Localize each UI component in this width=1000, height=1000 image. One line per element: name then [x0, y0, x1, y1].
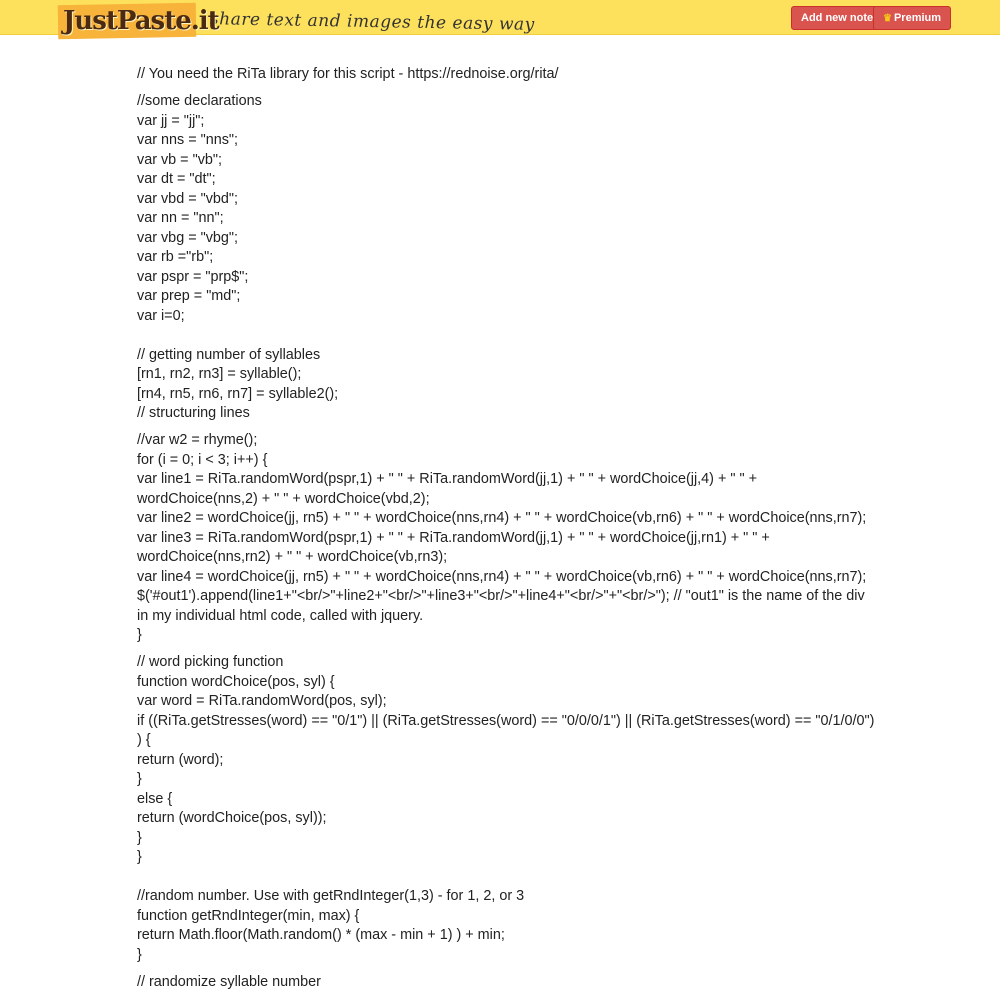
top-bar: [0, 0, 1000, 35]
code-line: return Math.floor(Math.random() * (max - min + 1) ) + min;: [137, 927, 505, 943]
code-line: for (i = 0; i < 3; i++) {: [137, 451, 268, 468]
code-line: //var w2 = rhyme();: [137, 432, 258, 448]
premium-button[interactable]: [873, 6, 951, 30]
code-line: var vbg = "vbg";: [137, 229, 239, 246]
add-new-note-label: Add new note: [801, 12, 874, 24]
code-line: [rn4, rn5, rn6, rn7] = syllable2();: [137, 385, 339, 402]
code-line: else {: [137, 790, 173, 807]
code-line: }: [137, 627, 142, 643]
code-line: [rn1, rn2, rn3] = syllable();: [137, 366, 302, 382]
code-line: var jj = "jj";: [137, 112, 205, 129]
note-content: [137, 65, 877, 1000]
code-line: // structuring lines: [137, 405, 250, 421]
code-line: // getting number of syllables: [137, 346, 321, 363]
code-line: //random number. Use with getRndInteger(1,3) - for 1, 2, or 3: [137, 888, 525, 904]
code-line: var dt = "dt";: [137, 171, 216, 187]
code-line: }: [137, 946, 142, 963]
code-line: var line1 = RiTa.randomWord(pspr,1) + " " + RiTa.randomWord(jj,1) + " " + wordChoice(jj,4) + " " + wordChoice(nns,2) + " " + wordChoice(vbd,2);: [137, 471, 757, 507]
code-line: return (wordChoice(pos, syl));: [137, 810, 327, 826]
site-tagline: share text and images the easy way: [209, 9, 535, 35]
code-line: var line2 = wordChoice(jj, rn5) + " " + wordChoice(nns,rn4) + " " + wordChoice(vb,rn6) + " " + wordChoice(nns,rn7);: [137, 510, 867, 526]
note-paragraph: [137, 92, 877, 424]
add-new-note-button[interactable]: [791, 6, 883, 30]
code-line: function getRndInteger(min, max) {: [137, 907, 360, 924]
code-line: var i=0;: [137, 307, 185, 324]
code-line: var vb = "vb";: [137, 151, 223, 168]
code-line: var nn = "nn";: [137, 210, 224, 226]
code-line: var vbd = "vbd";: [137, 190, 239, 207]
premium-label: Premium: [893, 12, 942, 24]
site-logo[interactable]: [58, 2, 221, 40]
code-line: var pspr = "prp$";: [137, 268, 249, 285]
code-line: // You need the RiTa library for this script - https://rednoise.org/rita/: [137, 66, 559, 82]
code-line: }: [137, 849, 142, 865]
code-line: [137, 868, 877, 888]
code-line: $('#out1').append(line1+"<br/>"+line2+"<br/>"+line3+"<br/>"+line4+"<br/>"+"<br/>"); // "out1" is the name of the div in my individual html code, called with jquery.: [137, 588, 865, 624]
code-line: var line3 = RiTa.randomWord(pspr,1) + " " + RiTa.randomWord(jj,1) + " " + wordChoice(jj,rn1) + " " + wordChoice(nns,rn2) + " " + wordChoice(vb,rn3);: [137, 529, 770, 565]
code-line: // word picking function: [137, 654, 284, 670]
note-paragraph: [137, 653, 877, 965]
code-line: var nns = "nns";: [137, 132, 239, 148]
code-line: if ((RiTa.getStresses(word) == "0/1") || (RiTa.getStresses(word) == "0/0/0/1") || (RiTa.getStresses(word) == "0/1/0/0") ) {: [137, 712, 875, 748]
code-line: var rb ="rb";: [137, 249, 214, 265]
code-line: [137, 326, 877, 346]
code-line: var word = RiTa.randomWord(pos, syl);: [137, 693, 387, 709]
note-paragraph: [137, 65, 877, 85]
crown-icon: ♛: [883, 13, 892, 24]
code-line: var line4 = wordChoice(jj, rn5) + " " + wordChoice(nns,rn4) + " " + wordChoice(vb,rn6) + " " + wordChoice(nns,rn7);: [137, 568, 867, 585]
logo-text: JustPaste.it: [63, 6, 219, 36]
code-line: }: [137, 829, 142, 846]
code-line: // randomize syllable number: [137, 973, 321, 990]
code-line: //some declarations: [137, 93, 262, 109]
code-line: return (word);: [137, 751, 224, 768]
code-line: function wordChoice(pos, syl) {: [137, 673, 335, 690]
code-line: var prep = "md";: [137, 288, 241, 304]
code-line: }: [137, 771, 142, 787]
note-paragraph: [137, 973, 877, 993]
note-paragraph: [137, 431, 877, 646]
